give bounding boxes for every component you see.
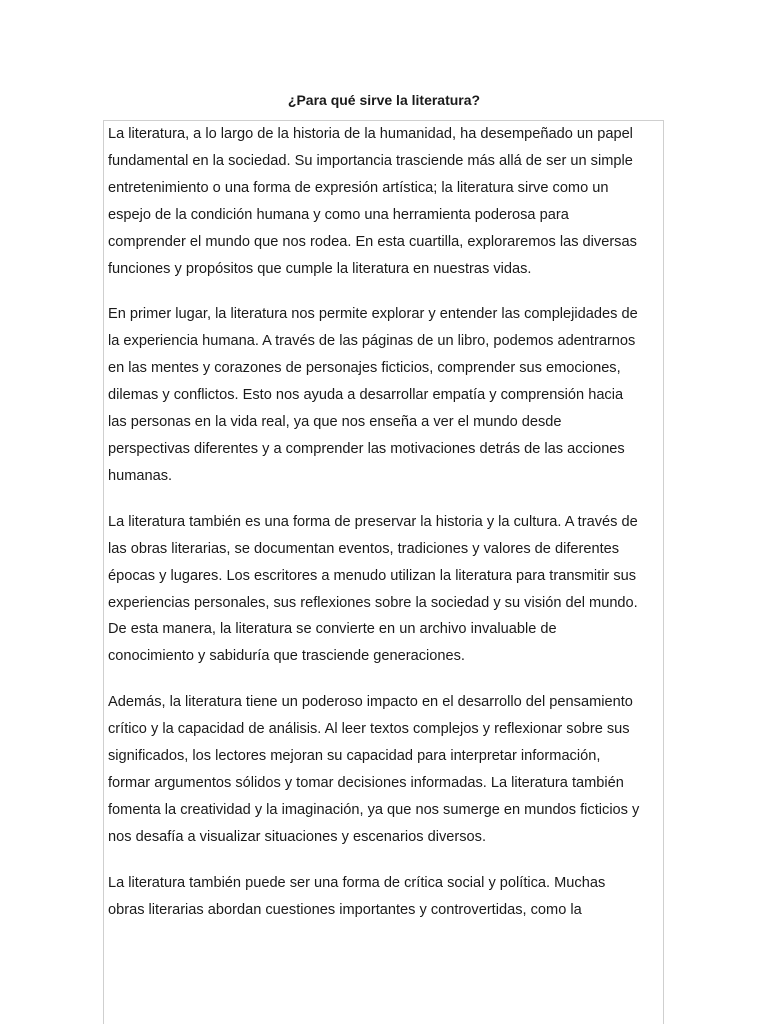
text-line: la experiencia humana. A través de las páginas de un libro, podemos adentrarnos — [108, 333, 636, 350]
text-line: experiencias personales, sus reflexiones sobre la sociedad y su visión del mundo. — [108, 594, 638, 611]
text-line: significados, los lectores mejoran su capacidad para interpretar información, — [108, 748, 601, 765]
text-line: entretenimiento o una forma de expresión artística; la literatura sirve como un — [108, 179, 609, 196]
text-line: De esta manera, la literatura se convierte en un archivo invaluable de — [108, 621, 557, 638]
text-line: humanas. — [108, 467, 173, 484]
paragraph-2 — [104, 301, 663, 489]
text-line: dilemas y conflictos. Esto nos ayuda a desarrollar empatía y comprensión hacia — [108, 387, 624, 404]
text-line: Además, la literatura tiene un poderoso impacto en el desarrollo del pensamiento — [108, 694, 633, 711]
paragraph-5 — [104, 870, 663, 924]
text-line: perspectivas diferentes y a comprender las motivaciones detrás de las acciones — [108, 440, 625, 457]
document-text-box — [103, 120, 664, 1024]
text-line: las personas en la vida real, ya que nos enseña a ver el mundo desde — [108, 414, 562, 431]
text-line: En primer lugar, la literatura nos permite explorar y entender las complejidades de — [108, 306, 638, 323]
paragraph-4 — [104, 689, 663, 850]
text-line: La literatura, a lo largo de la historia de la humanidad, ha desempeñado un papel — [108, 126, 633, 142]
text-line: fundamental en la sociedad. Su importancia trasciende más allá de ser un simple — [108, 152, 633, 169]
text-line: en las mentes y corazones de personajes ficticios, comprender sus emociones, — [108, 360, 621, 377]
paragraph-1 — [104, 121, 663, 282]
text-line: crítico y la capacidad de análisis. Al leer textos complejos y reflexionar sobre sus — [108, 721, 630, 738]
text-line: formar argumentos sólidos y tomar decisiones informadas. La literatura también — [108, 774, 624, 791]
text-line: nos desafía a visualizar situaciones y escenarios diversos. — [108, 828, 487, 845]
text-line: La literatura también puede ser una forma de crítica social y política. Muchas — [108, 874, 606, 891]
text-line: épocas y lugares. Los escritores a menudo utilizan la literatura para transmitir sus — [108, 567, 637, 584]
text-line: fomenta la creatividad y la imaginación, ya que nos sumerge en mundos ficticios y — [108, 801, 640, 818]
text-line: conocimiento y sabiduría que trasciende generaciones. — [108, 648, 465, 665]
text-line: obras literarias abordan cuestiones importantes y controvertidas, como la — [108, 901, 582, 918]
text-line: comprender el mundo que nos rodea. En esta cuartilla, exploraremos las diversas — [108, 233, 637, 250]
text-line: funciones y propósitos que cumple la literatura en nuestras vidas. — [108, 260, 532, 277]
paragraph-3 — [104, 509, 663, 670]
page-title: ¿Para qué sirve la literatura? — [287, 92, 481, 108]
text-line: las obras literarias, se documentan eventos, tradiciones y valores de diferentes — [108, 540, 620, 557]
text-line: espejo de la condición humana y como una herramienta poderosa para — [108, 206, 569, 223]
text-line: La literatura también es una forma de preservar la historia y la cultura. A través de — [108, 513, 638, 530]
